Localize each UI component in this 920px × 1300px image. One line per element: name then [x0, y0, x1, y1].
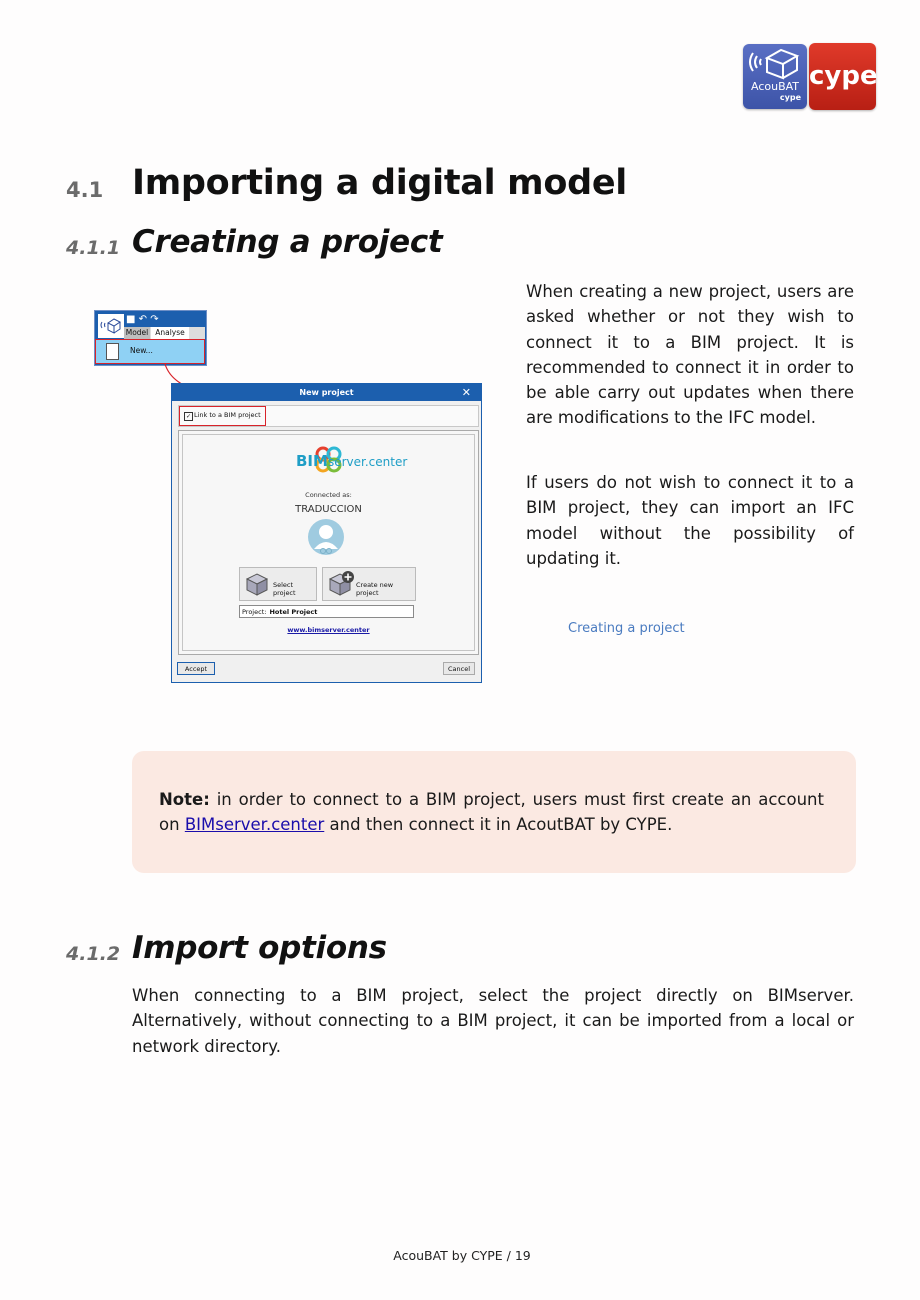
new-menu-label: New...: [130, 346, 153, 355]
tab-model[interactable]: Model: [125, 328, 149, 337]
page-footer: AcouBAT by CYPE / 19: [393, 1248, 531, 1263]
brand-bold: BIM: [296, 452, 328, 470]
link-bim-row: [178, 405, 479, 427]
bimserver-logo-text: [296, 452, 407, 470]
undo-icon: ↶: [138, 314, 148, 325]
bimserver-link[interactable]: www.bimserver.center: [287, 626, 370, 634]
accept-button[interactable]: Accept: [177, 662, 215, 675]
close-icon[interactable]: ✕: [461, 386, 471, 399]
app-icon: [98, 314, 124, 338]
create-project-label: Create new project: [356, 581, 394, 597]
dialog-titlebar: [172, 384, 481, 401]
section-title: Importing a digital model: [132, 163, 627, 203]
link-bim-label: Link to a BIM project: [194, 411, 261, 419]
connected-label: Connected as:: [305, 491, 352, 499]
tab-analyse[interactable]: Analyse: [151, 327, 189, 339]
subsection-title: Creating a project: [132, 224, 443, 260]
note-text-before: in order to connect to a BIM project, users must first create an account on: [159, 790, 824, 835]
acoubat-sound-icon: [743, 44, 807, 82]
import-options-paragraph: When connecting to a BIM project, select the project directly on BIMserver. Alternatively, without connecting to a BIM project, it can be imported from a local or network directory.: [132, 986, 854, 1056]
cube-add-icon: [327, 571, 357, 597]
connected-user: TRADUCCION: [295, 504, 362, 515]
project-field[interactable]: [239, 605, 414, 618]
figure-caption: Creating a project: [568, 621, 685, 636]
acoubat-logo-sub: cype: [779, 93, 801, 102]
new-project-dialog: [171, 383, 482, 683]
cancel-button[interactable]: Cancel: [443, 662, 475, 675]
quick-access-icons: [126, 314, 159, 325]
project-field-label: Project:: [242, 608, 267, 616]
bim-panel: [178, 430, 479, 655]
link-bim-checkbox[interactable]: [179, 406, 266, 426]
section-number: 4.1: [66, 178, 104, 202]
acoubat-logo-text: AcouBAT: [750, 80, 800, 93]
cype-logo: cype: [809, 43, 876, 110]
new-menu-item[interactable]: [95, 339, 205, 364]
checkmark-icon: ✓: [185, 413, 192, 420]
note-box: [132, 751, 856, 873]
new-file-icon: [106, 343, 119, 360]
redo-icon: ↷: [150, 314, 159, 325]
subsection-2-number: 4.1.2: [66, 943, 121, 965]
creating-project-paragraph-1: When creating a new project, users are asked whether or not they wish to connect it to a BIM project. It is recommended to connect it in order to be able carry out updates when there are modifications to the IFC model.: [526, 282, 854, 428]
bimserver-center-link[interactable]: BIMserver.center: [184, 815, 325, 835]
ribbon-screenshot: [94, 310, 207, 366]
create-project-button[interactable]: [322, 567, 416, 601]
ribbon-tabs: [124, 327, 205, 339]
note-text: [159, 787, 824, 838]
acoubat-logo: [743, 44, 807, 109]
avatar-icon: [308, 519, 344, 555]
save-icon: ■: [126, 314, 136, 325]
select-project-label: Select project: [273, 581, 296, 597]
dialog-title: New project: [299, 388, 354, 397]
note-label: Note:: [159, 790, 210, 809]
project-field-value: Hotel Project: [269, 608, 318, 616]
brand-rest: server.center: [327, 455, 408, 469]
note-text-after: and then connect it in AcoutBAT by CYPE.: [324, 815, 673, 835]
subsection-number: 4.1.1: [66, 237, 121, 259]
creating-project-paragraph-2: If users do not wish to connect it to a BIM project, they can import an IFC model without the possibility of updating it.: [526, 473, 854, 568]
select-project-button[interactable]: [239, 567, 317, 601]
subsection-2-title: Import options: [132, 930, 387, 966]
cube-icon: [244, 571, 270, 597]
